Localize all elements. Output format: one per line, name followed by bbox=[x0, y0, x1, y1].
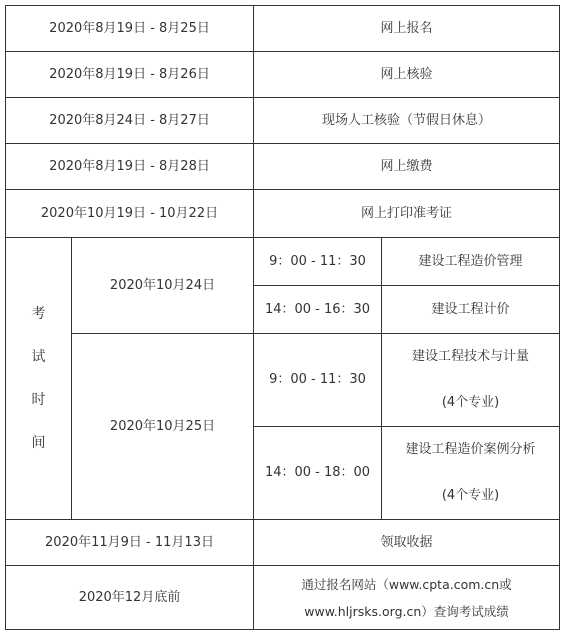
row-event: 通过报名网站（www.cpta.com.cn或 www.hljrsks.org.cn）查询考试成绩 bbox=[254, 566, 560, 630]
row-date: 2020年11月9日 - 11月13日 bbox=[6, 520, 254, 566]
row-event: 现场人工核验（节假日休息） bbox=[254, 98, 560, 144]
session-time: 14：00 - 16：30 bbox=[254, 286, 382, 334]
schedule-row bbox=[6, 520, 560, 566]
session-time: 14：00 - 18：00 bbox=[254, 427, 382, 520]
exam-schedule-table bbox=[5, 5, 560, 630]
row-date: 2020年8月19日 - 8月26日 bbox=[6, 52, 254, 98]
row-date: 2020年8月24日 - 8月27日 bbox=[6, 98, 254, 144]
session-subject: 建设工程造价管理 bbox=[382, 238, 560, 286]
row-date: 2020年12月底前 bbox=[6, 566, 254, 630]
row-date: 2020年8月19日 - 8月25日 bbox=[6, 6, 254, 52]
exam-session-row bbox=[6, 334, 560, 427]
schedule-row bbox=[6, 190, 560, 238]
row-event: 网上打印准考证 bbox=[254, 190, 560, 238]
exam-time-label: 考 试 时 间 bbox=[6, 238, 72, 520]
session-subject: 建设工程技术与计量 (4个专业) bbox=[382, 334, 560, 427]
schedule-container bbox=[5, 5, 560, 630]
row-event: 网上报名 bbox=[254, 6, 560, 52]
row-date: 2020年10月19日 - 10月22日 bbox=[6, 190, 254, 238]
row-date: 2020年8月19日 - 8月28日 bbox=[6, 144, 254, 190]
schedule-row bbox=[6, 98, 560, 144]
row-event: 网上核验 bbox=[254, 52, 560, 98]
exam-day-date: 2020年10月24日 bbox=[72, 238, 254, 334]
exam-day-date: 2020年10月25日 bbox=[72, 334, 254, 520]
session-subject: 建设工程造价案例分析 (4个专业) bbox=[382, 427, 560, 520]
session-time: 9：00 - 11：30 bbox=[254, 238, 382, 286]
session-time: 9：00 - 11：30 bbox=[254, 334, 382, 427]
schedule-row bbox=[6, 52, 560, 98]
schedule-row bbox=[6, 566, 560, 630]
exam-session-row bbox=[6, 238, 560, 286]
schedule-row bbox=[6, 144, 560, 190]
schedule-row bbox=[6, 6, 560, 52]
session-subject: 建设工程计价 bbox=[382, 286, 560, 334]
row-event: 领取收据 bbox=[254, 520, 560, 566]
row-event: 网上缴费 bbox=[254, 144, 560, 190]
